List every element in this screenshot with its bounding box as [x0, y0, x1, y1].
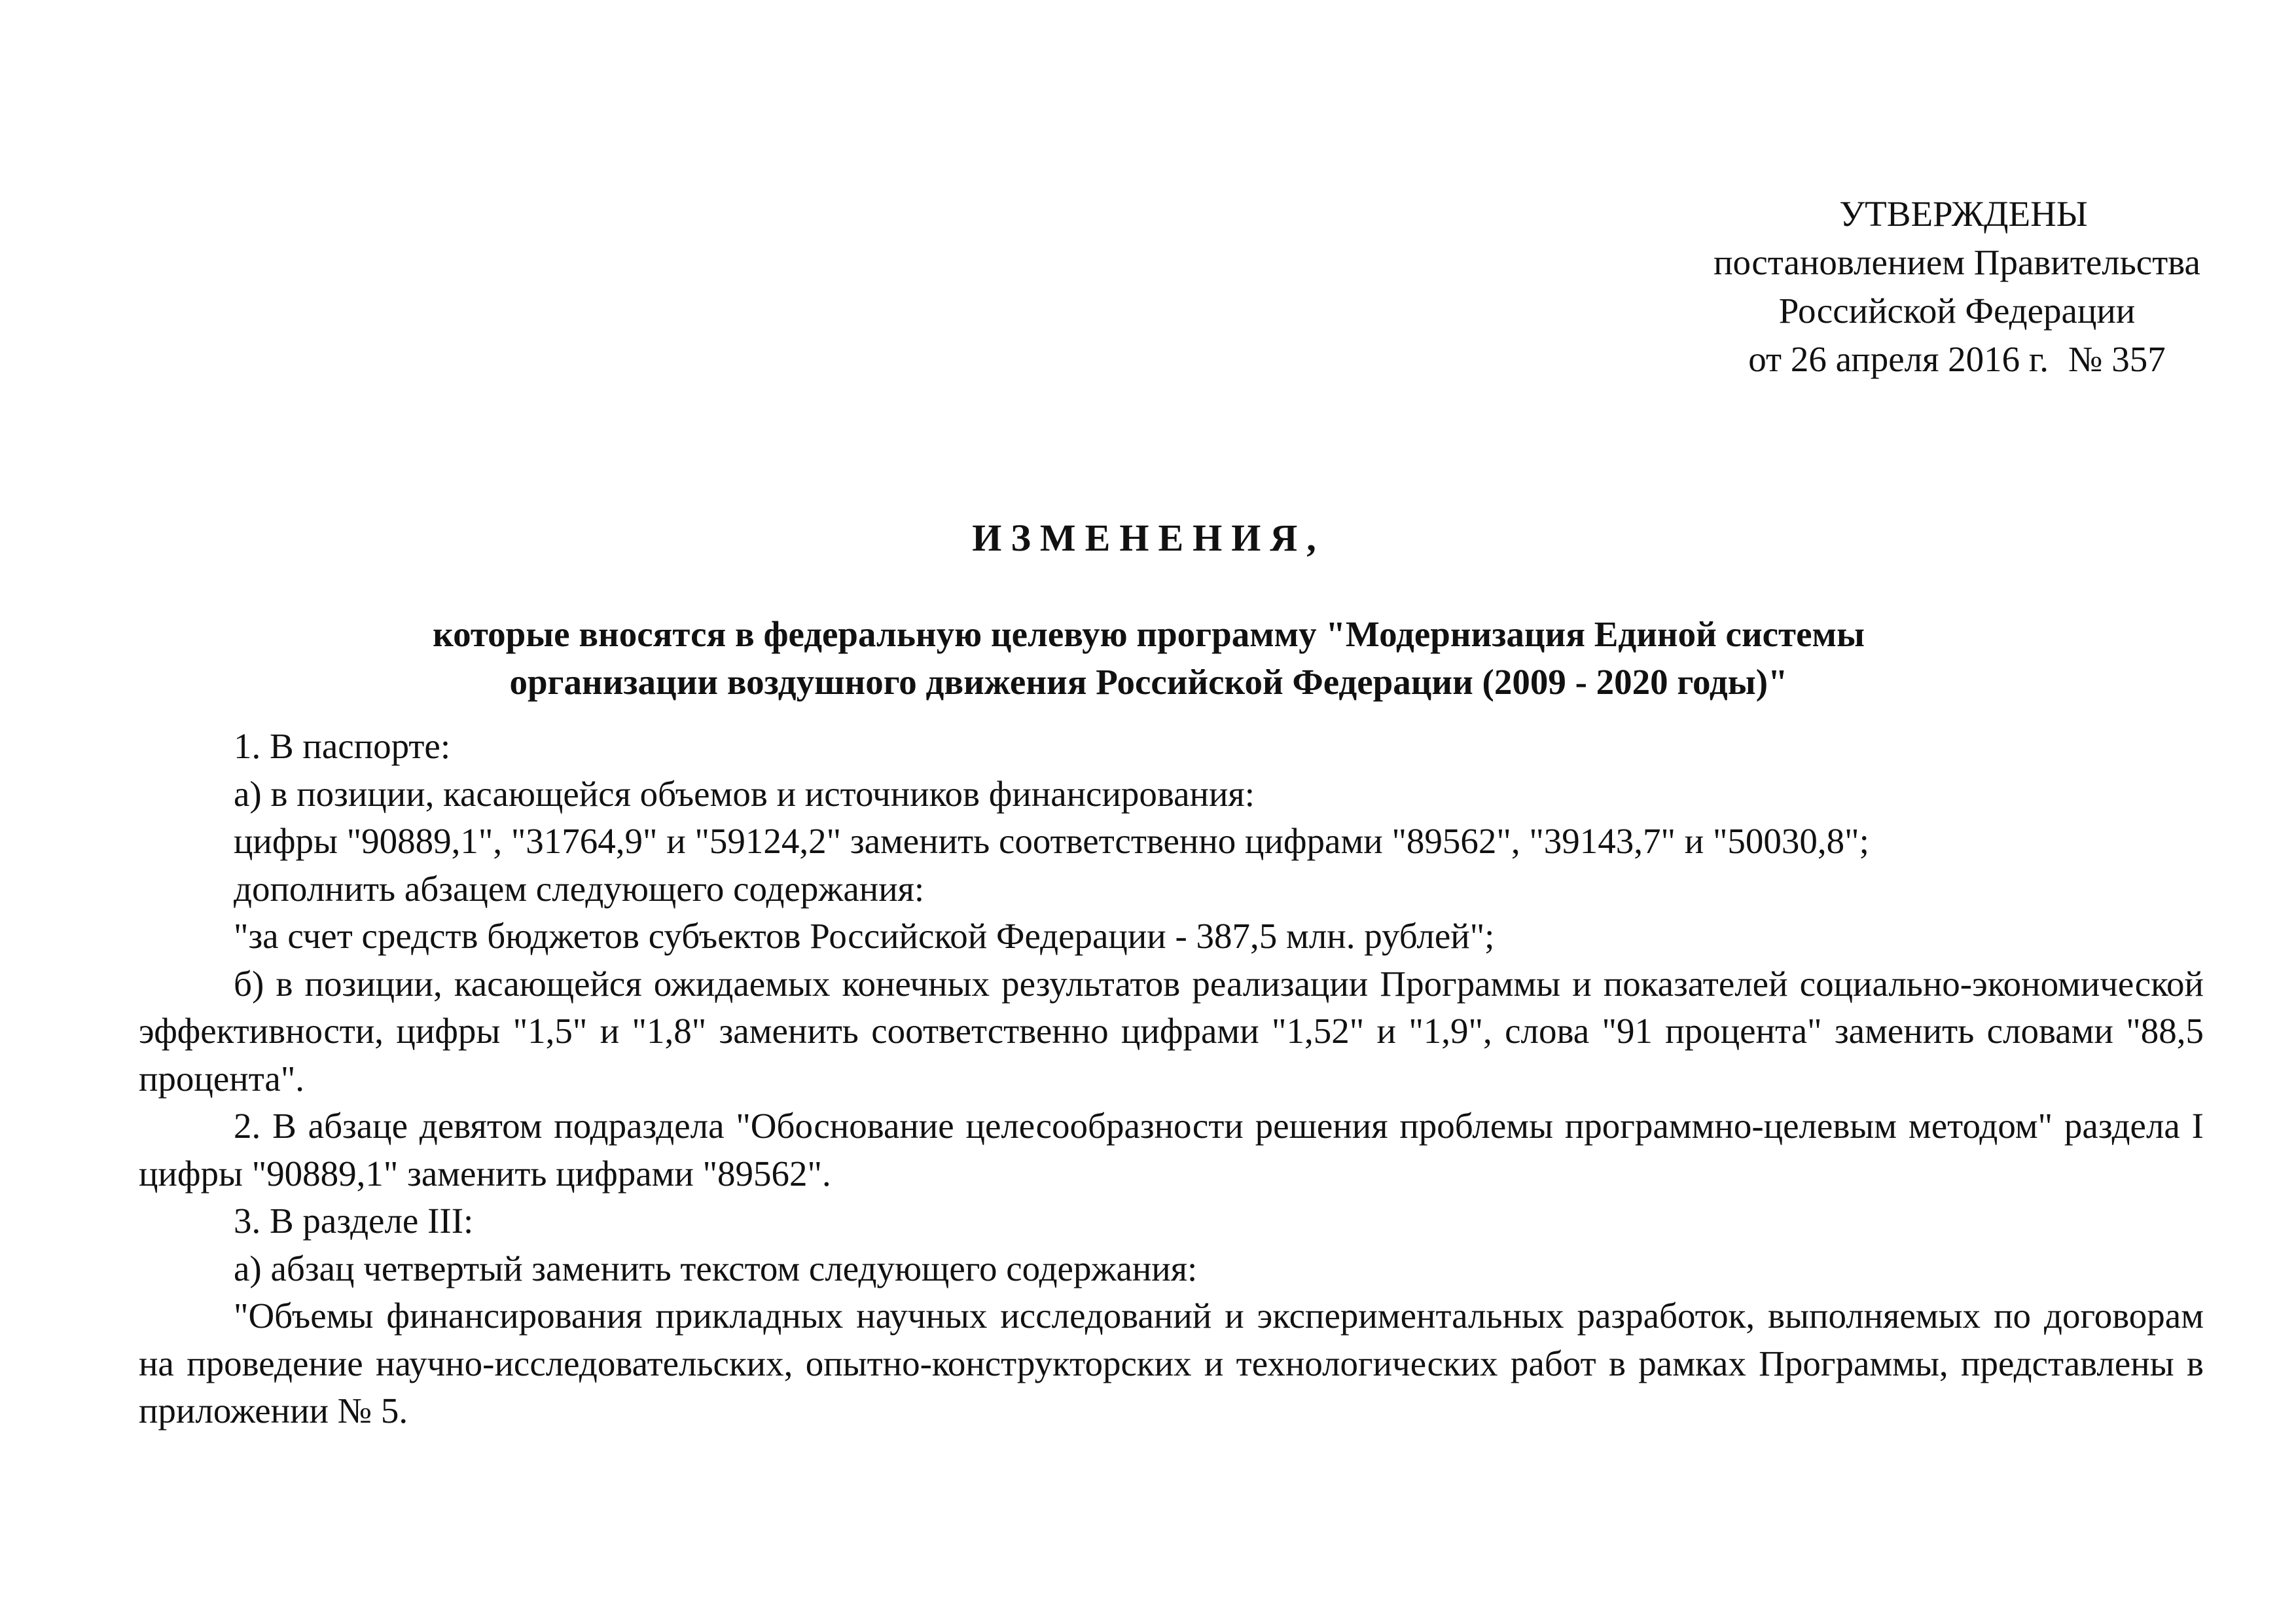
paragraph-quote-budget: "за счет средств бюджетов субъектов Российской Федерации - 387,5 млн. рублей"; — [234, 916, 1495, 956]
approval-heading: УТВЕРЖДЕНЫ — [1839, 194, 2088, 234]
paragraph-supplement: дополнить абзацем следующего содержания: — [234, 868, 925, 909]
document-body — [139, 723, 2204, 1435]
document-subtitle — [131, 610, 2166, 706]
paragraph-2: 2. В абзаце девятом подраздела "Обоснование целесообразности решения проблемы программно-целевым методом" раздела I цифры "90889,1" заменить цифрами "89562". — [139, 1106, 2204, 1194]
title-block — [131, 512, 2166, 706]
approval-line-decree: постановлением Правительства — [1713, 242, 2200, 282]
approval-stamp — [1649, 190, 2265, 384]
subtitle-line-2: организации воздушного движения Российской Федерации (2009 - 2020 годы)" — [509, 662, 1788, 702]
approval-date-line — [1649, 335, 2265, 384]
paragraph-1: 1. В паспорте: — [234, 726, 451, 766]
paragraph-3a: а) абзац четвертый заменить текстом следующего содержания: — [234, 1248, 1198, 1288]
approval-number: № 357 — [2068, 339, 2166, 379]
document-title: ИЗМЕНЕНИЯ, — [972, 517, 1325, 559]
paragraph-figures: цифры "90889,1", "31764,9" и "59124,2" заменить соответственно цифрами "89562", "39143,7" и "50030,8"; — [234, 821, 1869, 861]
paragraph-3: 3. В разделе III: — [234, 1201, 474, 1241]
approval-date: от 26 апреля 2016 г. — [1748, 339, 2049, 379]
subtitle-line-1: которые вносятся в федеральную целевую программу "Модернизация Единой системы — [433, 614, 1865, 654]
paragraph-1b: б) в позиции, касающейся ожидаемых конечных результатов реализации Программы и показателей социально-экономической эффективности, цифры "1,5" и "1,8" заменить соответственно цифрами "1,52" и "1,9", слова "91 процента" заменить словами "88,5 процента". — [139, 963, 2204, 1099]
paragraph-quote-financing: "Объемы финансирования прикладных научных исследований и экспериментальных разработок, выполняемых по договорам на проведение научно-исследовательских, опытно-конструкторских и технологических работ в рамках Программы, представлены в приложении № 5. — [139, 1296, 2204, 1431]
approval-line-government: Российской Федерации — [1778, 291, 2136, 331]
paragraph-1a: а) в позиции, касающейся объемов и источников финансирования: — [234, 773, 1255, 814]
